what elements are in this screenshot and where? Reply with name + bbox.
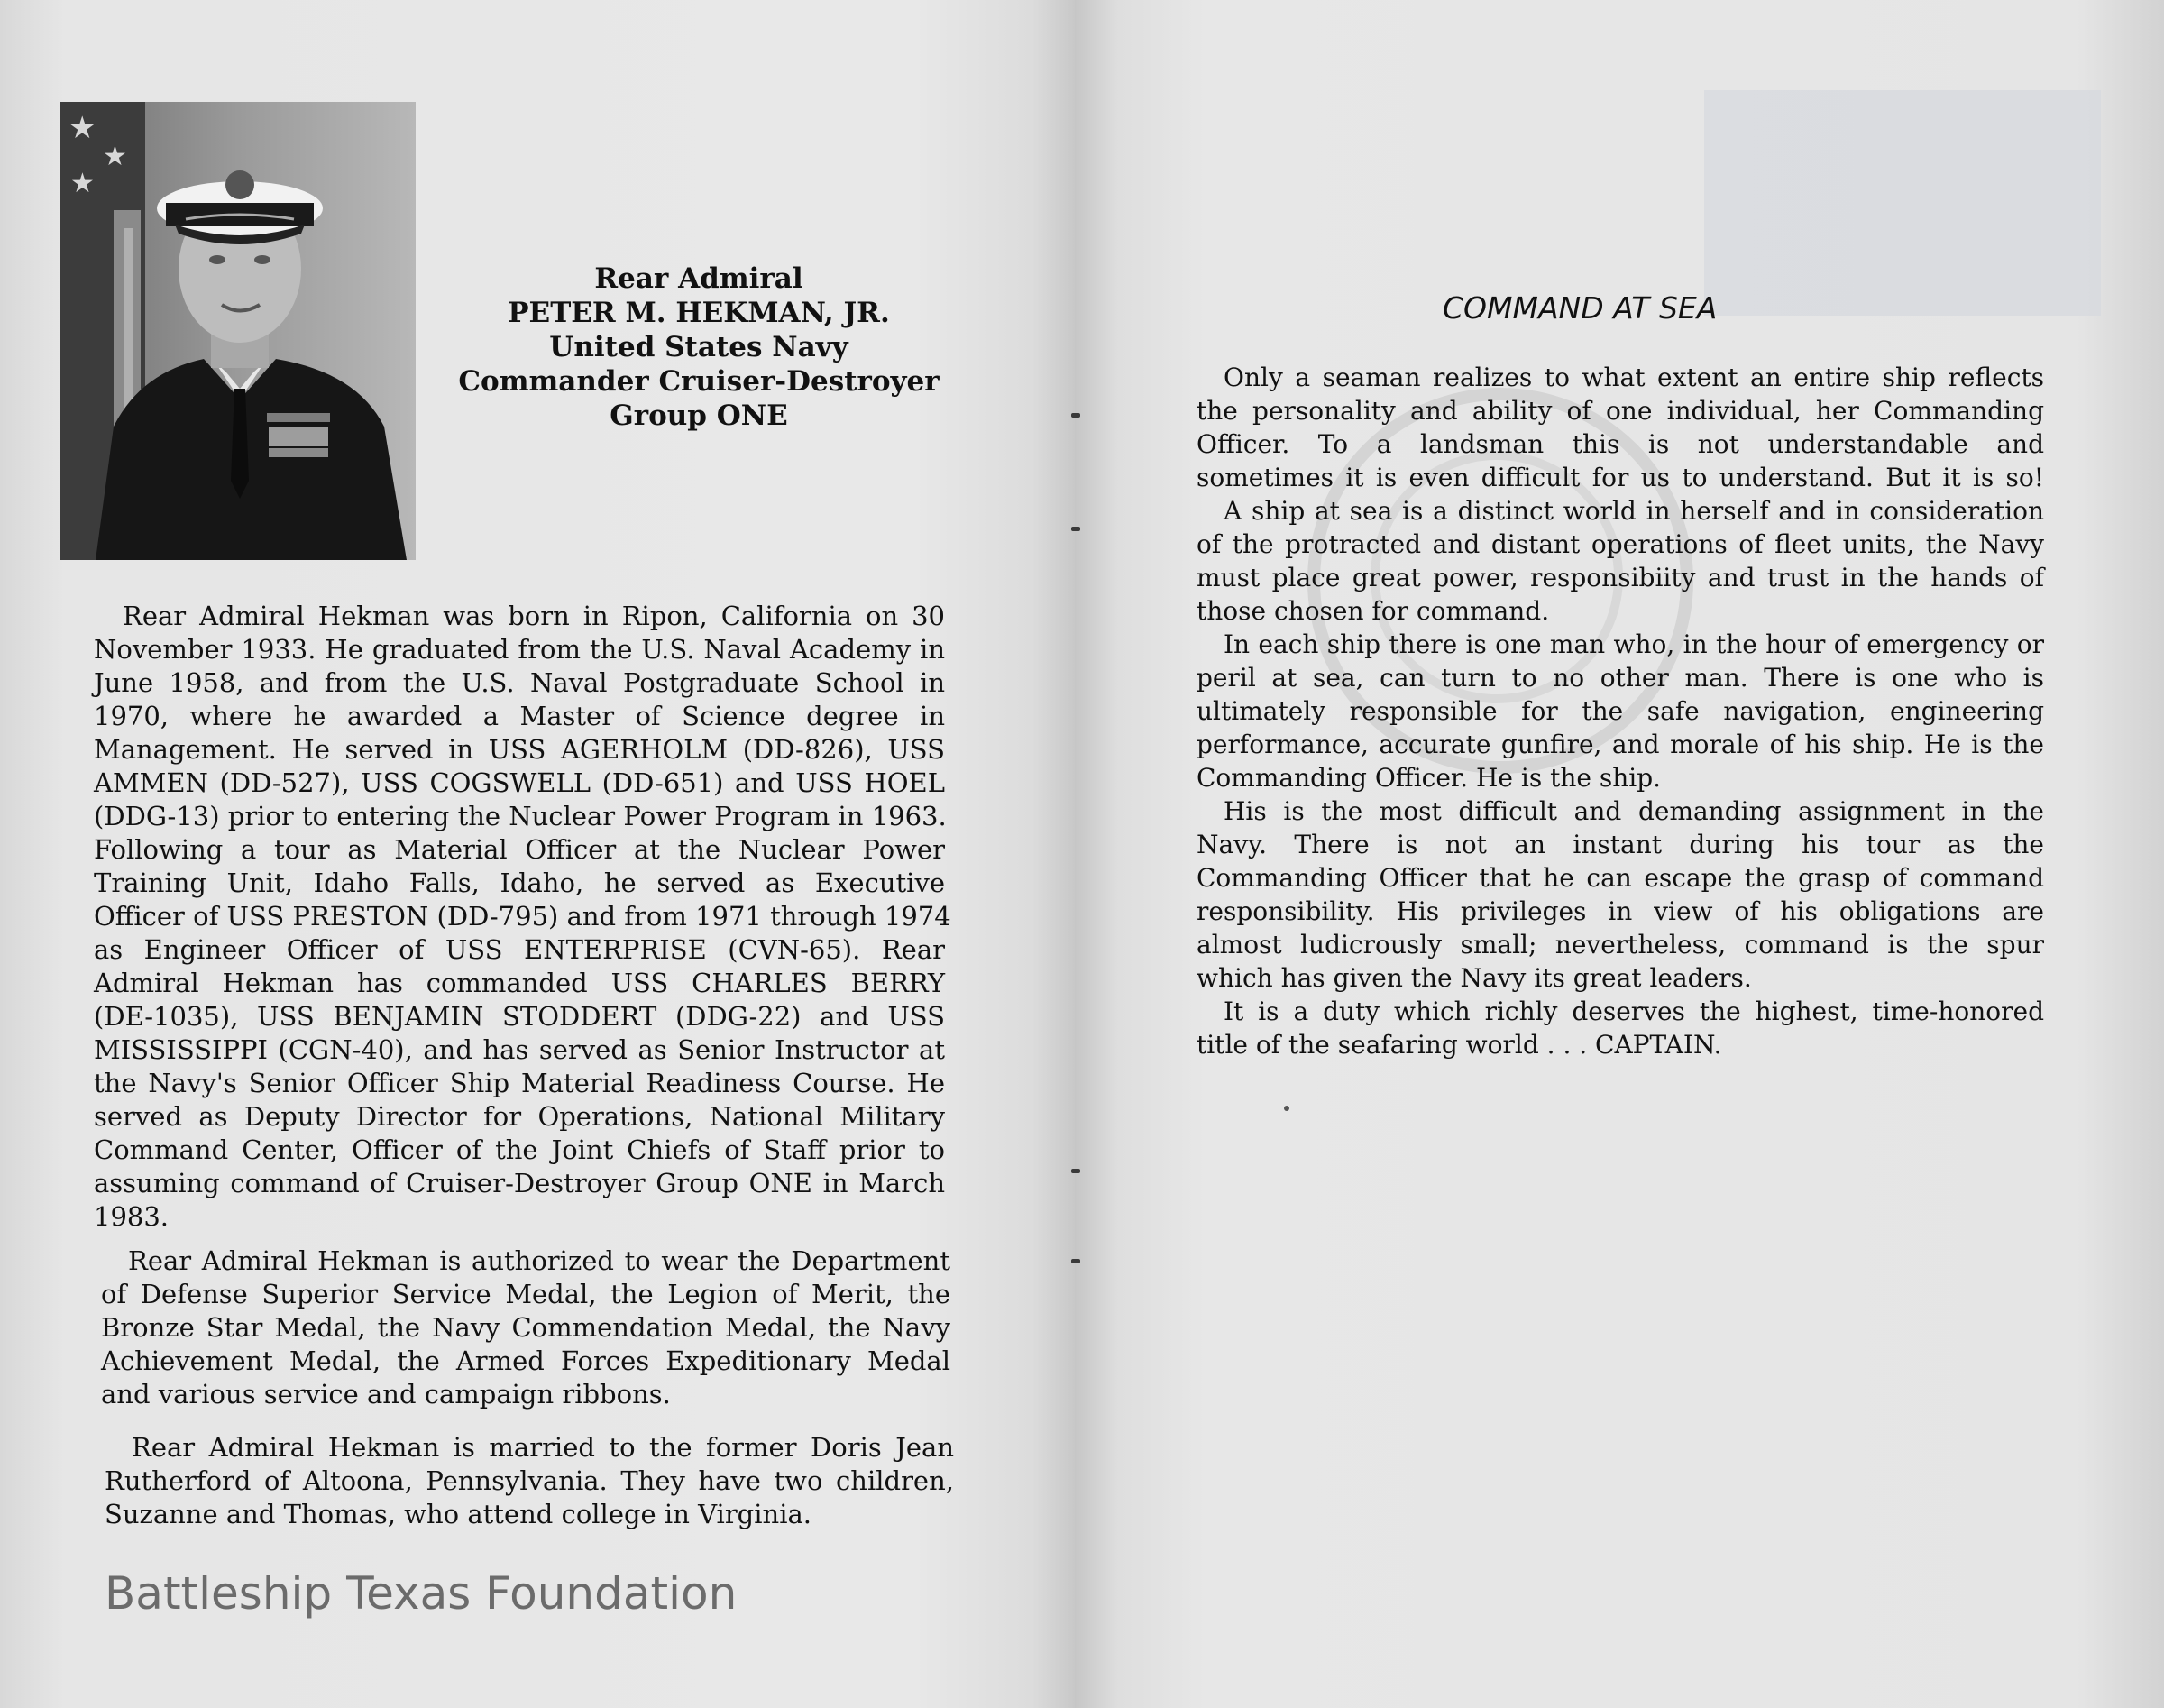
text-line: AMMEN (DD-527), USS COGSWELL (DD-651) and USS HOEL — [94, 767, 945, 798]
text-line: as Engineer Officer of USS ENTERPRISE (CVN-65). Rear — [94, 934, 945, 965]
text-line: MISSISSIPPI (CGN-40), and has served as Senior Instructor at — [94, 1034, 945, 1065]
text-line: of Defense Superior Service Medal, the Legion of Merit, the — [101, 1279, 950, 1309]
text-line: almost ludicrously small; nevertheless, command is the spur — [1197, 930, 2044, 960]
text-line: Only a seaman realizes to what extent an entire ship reflects — [1224, 363, 2044, 392]
text-line: June 1958, and from the U.S. Naval Postgraduate School in — [94, 667, 945, 698]
svg-text:★: ★ — [69, 110, 96, 146]
admiral-portrait-photo — [60, 102, 416, 560]
text-line: those chosen for command. — [1197, 596, 1550, 626]
text-line: Rear Admiral Hekman was born in Ripon, California on 30 — [123, 601, 945, 631]
text-line: Commanding Officer. He is the ship. — [1197, 763, 1662, 793]
text-line: which has given the Navy its great leaders. — [1197, 963, 1752, 993]
text-line: Navy. There is not an instant during his tour as the — [1197, 830, 2044, 859]
bio-paragraph-3 — [105, 1431, 954, 1531]
text-line: November 1933. He graduated from the U.S. Naval Academy in — [94, 634, 945, 665]
group: Group ONE — [610, 399, 788, 432]
text-line: In each ship there is one man who, in the hour of emergency or — [1224, 629, 2044, 659]
text-line: Suzanne and Thomas, who attend college in Virginia. — [105, 1499, 812, 1529]
text-line: Rear Admiral Hekman is married to the former Doris Jean — [132, 1432, 954, 1463]
text-line: 1983. — [94, 1201, 170, 1232]
text-line: served as Deputy Director for Operations, National Military — [94, 1101, 945, 1132]
staple — [1071, 527, 1080, 531]
text-line: and various service and campaign ribbons. — [101, 1379, 671, 1410]
text-line: the personality and ability of one individual, her Commanding — [1197, 396, 2044, 426]
svg-text:★: ★ — [103, 141, 127, 172]
staple — [1071, 413, 1080, 418]
bio-paragraph-2 — [101, 1244, 950, 1411]
text-line: Training Unit, Idaho Falls, Idaho, he served as Executive — [94, 868, 945, 898]
show-through-block — [1704, 90, 2101, 316]
foundation-watermark: Battleship Texas Foundation — [105, 1567, 738, 1620]
text-line: (DE-1035), USS BENJAMIN STODDERT (DDG-22) and USS — [94, 1001, 945, 1032]
text-line: 1970, where he awarded a Master of Science degree in — [94, 701, 945, 731]
text-line: responsibility. His privileges in view of his obligations are — [1197, 896, 2044, 926]
text-line: Management. He served in USS AGERHOLM (DD-826), USS — [94, 734, 945, 765]
staple — [1071, 1169, 1080, 1173]
text-line: the Navy's Senior Officer Ship Material Readiness Course. He — [94, 1068, 945, 1098]
text-line: must place great power, responsibiity and trust in the hands of — [1197, 563, 2044, 592]
bio-paragraph-1 — [94, 600, 951, 1234]
text-line: Following a tour as Material Officer at the Nuclear Power — [94, 834, 945, 865]
text-line: peril at sea, can turn to no other man. There is one who is — [1197, 663, 2044, 693]
text-line: A ship at sea is a distinct world in herself and in consideration — [1224, 496, 2044, 526]
text-line: Admiral Hekman has commanded USS CHARLES BERRY — [94, 968, 945, 998]
service: United States Navy — [549, 331, 848, 363]
admiral-name: PETER M. HEKMAN, JR. — [508, 297, 890, 329]
text-line: Rutherford of Altoona, Pennsylvania. They have two children, — [105, 1465, 954, 1496]
command-at-sea-text — [1197, 361, 2044, 1061]
text-line: title of the seafaring world . . . CAPTAIN. — [1197, 1030, 1722, 1060]
text-line: His is the most difficult and demanding assignment in the — [1224, 796, 2044, 826]
text-line: Bronze Star Medal, the Navy Commendation Medal, the Navy — [101, 1312, 950, 1343]
text-line: Officer of USS PRESTON (DD-795) and from 1971 through 1974 — [94, 901, 951, 932]
text-line: performance, accurate gunfire, and morale of his ship. He is the — [1197, 730, 2044, 759]
ink-speck — [1284, 1106, 1289, 1111]
staple — [1071, 1259, 1080, 1263]
text-line: sometimes it is even difficult for us to understand. But it is so! — [1197, 463, 2044, 492]
text-line: (DDG-13) prior to entering the Nuclear Power Program in 1963. — [94, 801, 947, 831]
position: Commander Cruiser-Destroyer — [458, 365, 940, 398]
svg-text:★: ★ — [70, 168, 95, 199]
command-at-sea-title: COMMAND AT SEA — [1443, 290, 1718, 326]
text-line: assuming command of Cruiser-Destroyer Group ONE in March — [94, 1168, 945, 1198]
rank: Rear Admiral — [594, 262, 803, 295]
text-line: Commanding Officer that he can escape the grasp of command — [1197, 863, 2044, 893]
text-line: It is a duty which richly deserves the highest, time-honored — [1224, 996, 2044, 1026]
text-line: Achievement Medal, the Armed Forces Expeditionary Medal — [101, 1345, 950, 1376]
admiral-title-block — [424, 262, 974, 433]
text-line: of the protracted and distant operations of fleet units, the Navy — [1197, 529, 2044, 559]
text-line: ultimately responsible for the safe navigation, engineering — [1197, 696, 2044, 726]
text-line: Rear Admiral Hekman is authorized to wear the Department — [128, 1245, 950, 1276]
text-line: Officer. To a landsman this is not understandable and — [1197, 429, 2044, 459]
text-line: Command Center, Officer of the Joint Chiefs of Staff prior to — [94, 1134, 945, 1165]
